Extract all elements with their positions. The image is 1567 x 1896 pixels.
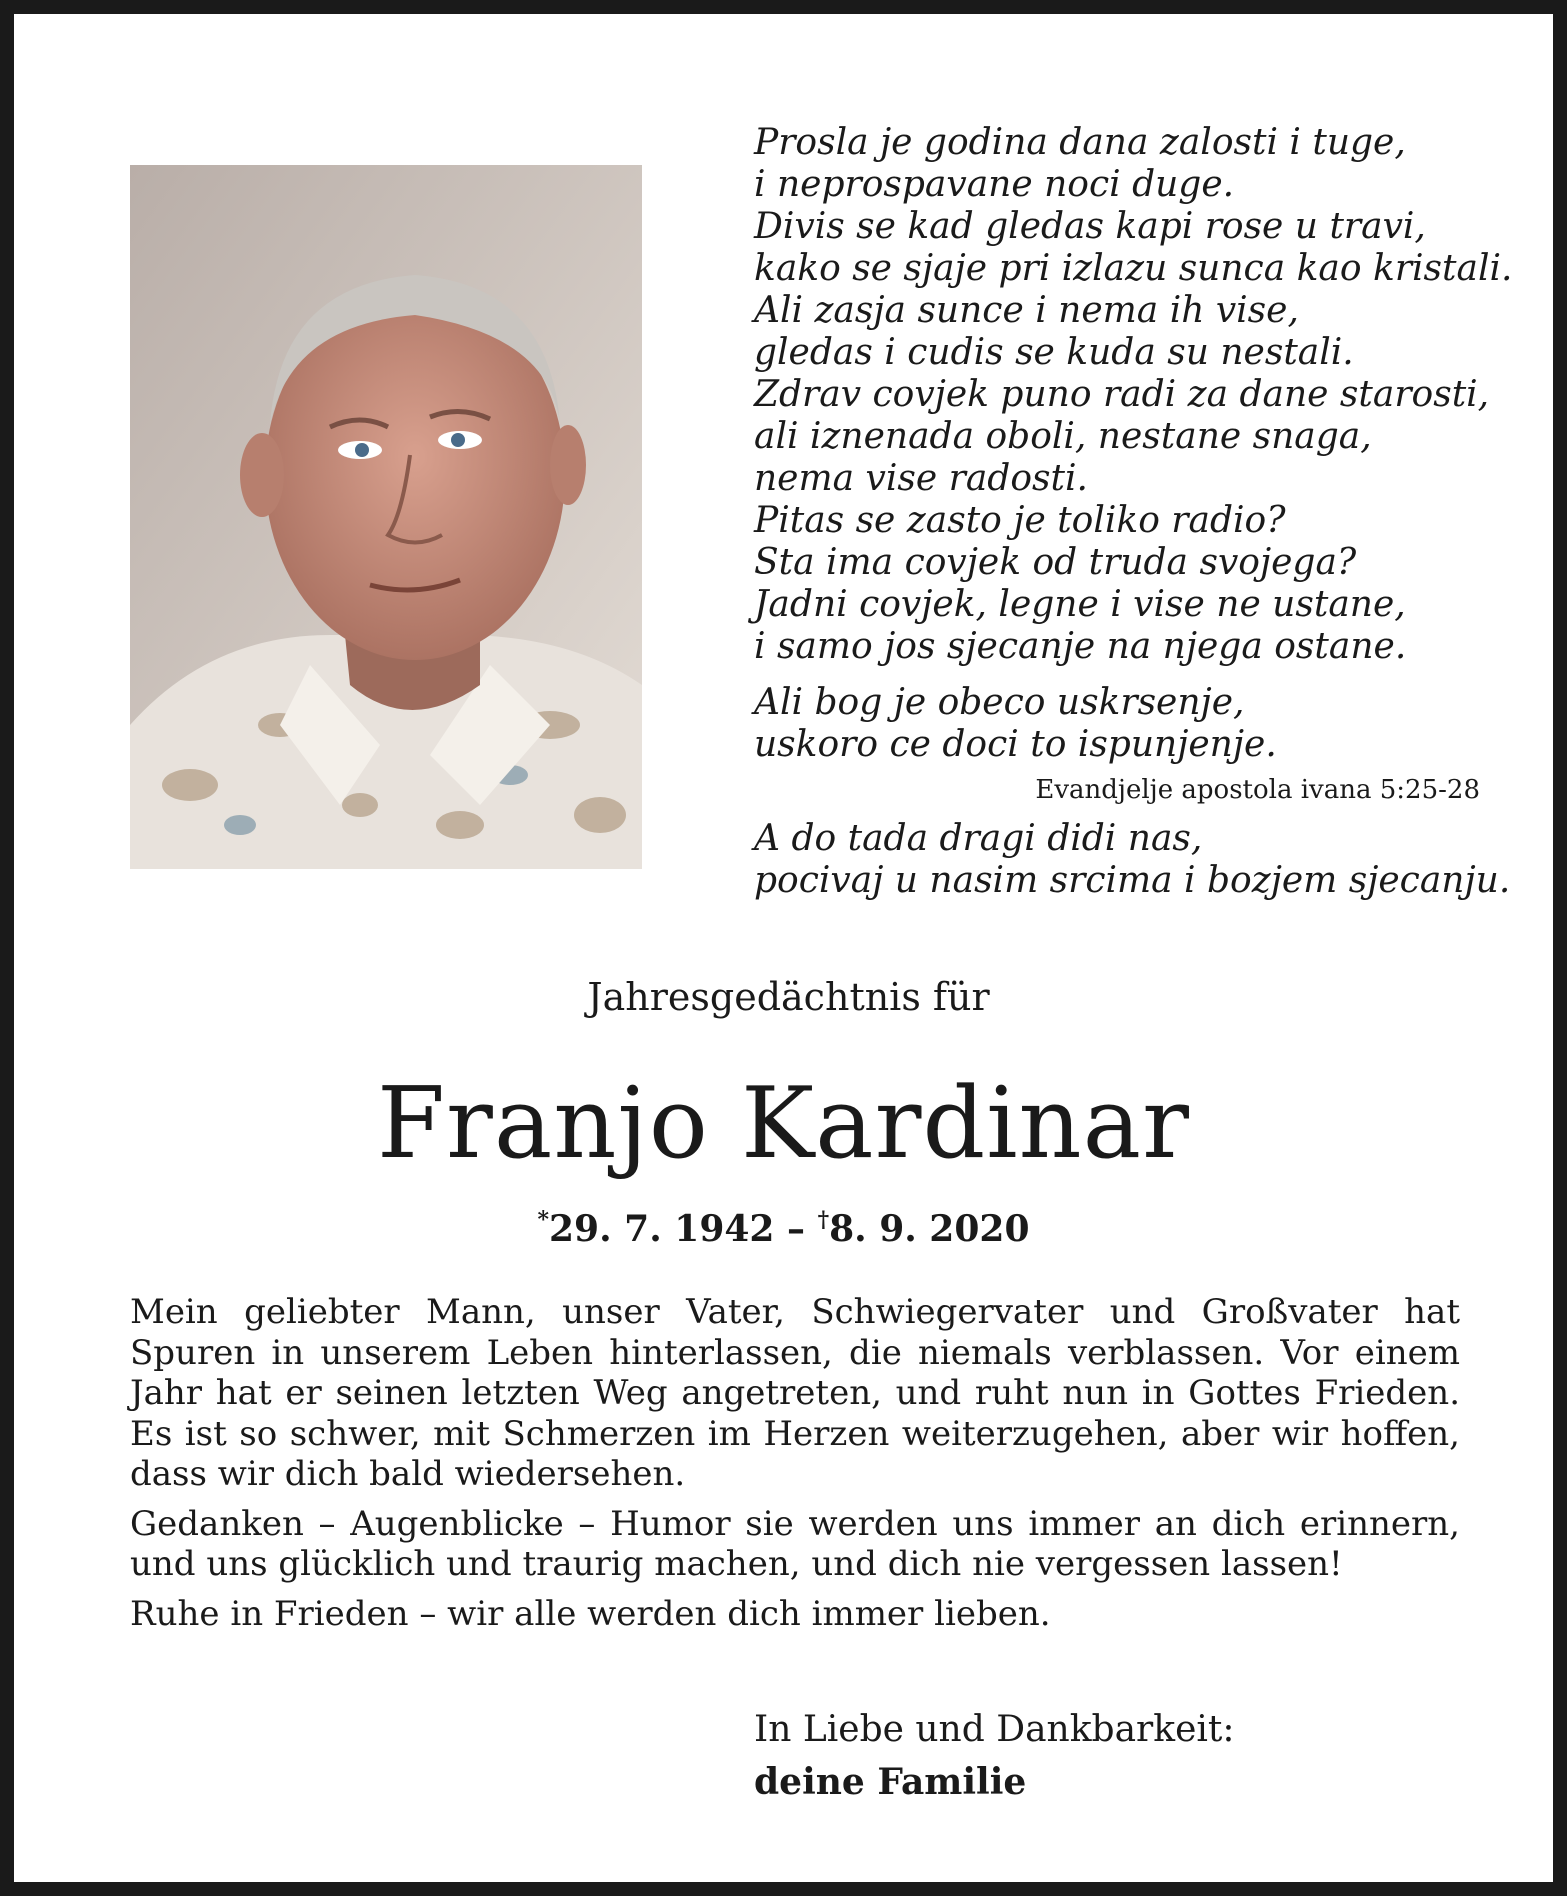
- poem-stanza-1: [754, 122, 1513, 668]
- memorial-paragraph: Gedanken – Augenblicke – Humor sie werden uns immer an dich erinnern, und uns glücklich und traurig machen, und dich nie vergessen lassen!: [130, 1503, 1460, 1584]
- poem-line: Divis se kad gledas kapi rose u travi,: [754, 206, 1426, 247]
- deceased-name: Franjo Kardinar: [377, 1067, 1190, 1181]
- memorial-paragraph: Ruhe in Frieden – wir alle werden dich immer lieben.: [130, 1593, 1051, 1634]
- poem-line: Sta ima covjek od truda svojega?: [754, 542, 1357, 583]
- portrait-image: [130, 165, 642, 869]
- poem-line: pocivaj u nasim srcima i bozjem sjecanju.: [754, 860, 1511, 901]
- birth-date: 29. 7. 1942: [549, 1208, 775, 1250]
- poem-stanza-3: [754, 818, 1511, 902]
- poem-line: A do tada dragi didi nas,: [754, 818, 1203, 859]
- poem-line: Ali zasja sunce i nema ih vise,: [754, 290, 1299, 331]
- poem-line: Prosla je godina dana zalosti i tuge,: [754, 122, 1406, 163]
- birth-symbol: *: [537, 1207, 549, 1233]
- memorial-paragraph: Mein geliebter Mann, unser Vater, Schwiegervater und Großvater hat Spuren in unserem Leben hinterlassen, die niemals verblassen. Vor einem Jahr hat er seinen letzten Weg angetreten, und ruht nun in Gottes Frieden. Es ist so schwer, mit Schmerzen im Herzen weiterzugehen, aber wir hoffen, dass wir dich bald wiedersehen.: [130, 1292, 1460, 1494]
- poem-line: kako se sjaje pri izlazu sunca kao kristali.: [754, 248, 1513, 289]
- poem-line: nema vise radosti.: [754, 458, 1088, 499]
- death-date: 8. 9. 2020: [829, 1208, 1030, 1250]
- poem: [754, 122, 1513, 902]
- portrait-photo: [130, 165, 642, 869]
- life-dates: [14, 1197, 1553, 1252]
- poem-line: Pitas se zasto je toliko radio?: [754, 500, 1286, 541]
- poem-line: uskoro ce doci to ispunjenje.: [754, 724, 1277, 765]
- bible-citation: Evandjelje apostola ivana 5:25-28: [1035, 775, 1480, 805]
- signoff: [754, 1704, 1454, 1808]
- signoff-line: In Liebe und Dankbarkeit:: [754, 1709, 1235, 1750]
- poem-line: gledas i cudis se kuda su nestali.: [754, 332, 1354, 373]
- poem-line: Ali bog je obeco uskrsenje,: [754, 682, 1245, 723]
- poem-line: ali iznenada oboli, nestane snaga,: [754, 416, 1372, 457]
- date-separator: –: [774, 1208, 818, 1250]
- memorial-text: [130, 1292, 1460, 1643]
- poem-line: Zdrav covjek puno radi za dane starosti,: [754, 374, 1490, 415]
- poem-line: i neprospavane noci duge.: [754, 164, 1235, 205]
- poem-line: i samo jos sjecanje na njega ostane.: [754, 626, 1407, 667]
- memorial-label: Jahresgedächtnis für: [587, 975, 990, 1019]
- poem-line: Jadni covjek, legne i vise ne ustane,: [754, 584, 1406, 625]
- obituary-page: [14, 14, 1553, 1882]
- death-symbol: †: [817, 1207, 830, 1233]
- signoff-family: deine Familie: [754, 1761, 1027, 1803]
- poem-stanza-2: [754, 682, 1494, 766]
